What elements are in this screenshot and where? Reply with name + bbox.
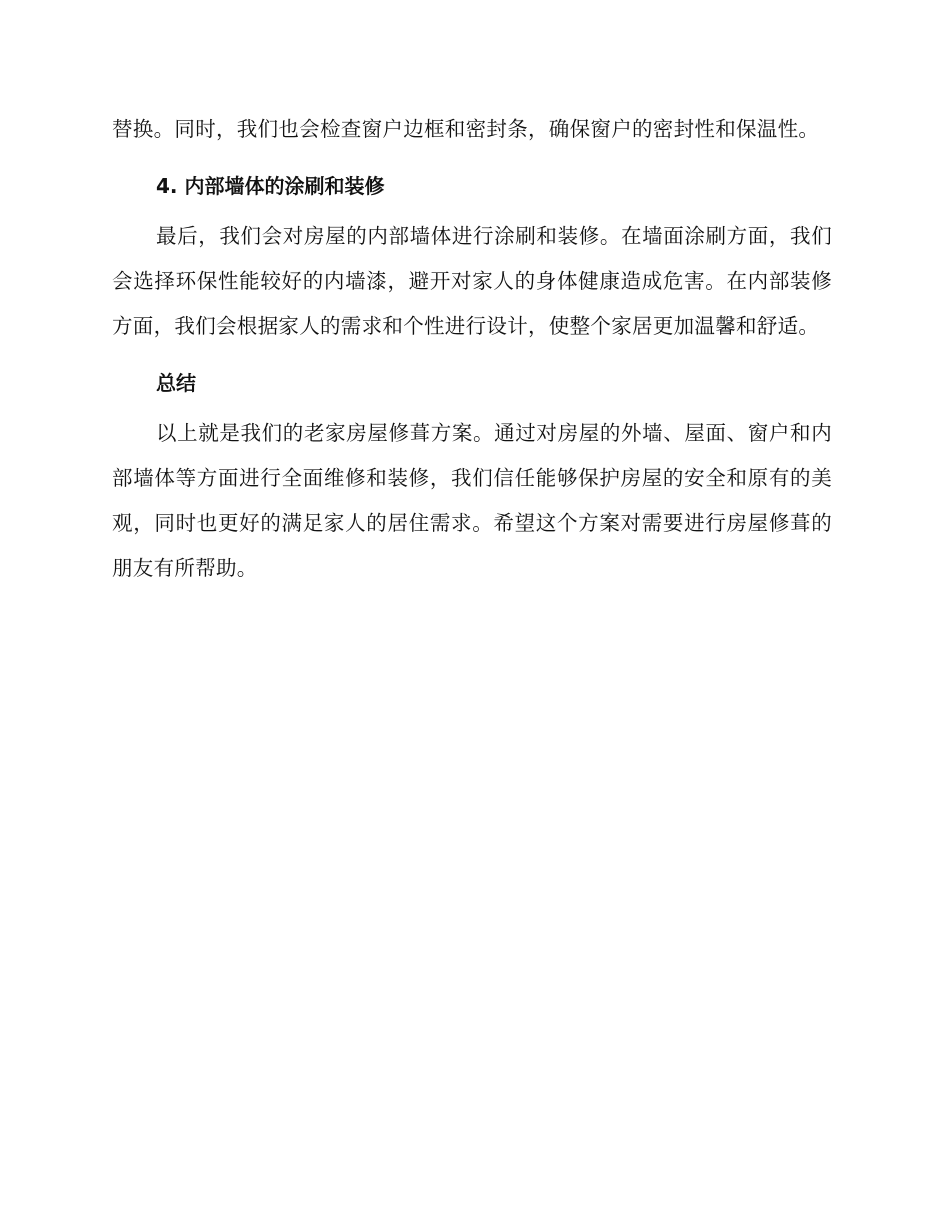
- paragraph-summary: 以上就是我们的老家房屋修葺方案。通过对房屋的外墙、屋面、窗户和内部墙体等方面进行全面维修和装修，我们信任能够保护房屋的安全和原有的美观，同时也更好的满足家人的居住需求。希望这个方案对需要进行房屋修葺的朋友有所帮助。: [112, 421, 832, 580]
- section-heading-summary: 总结: [156, 371, 196, 395]
- spacer: [112, 396, 832, 411]
- paragraph-interior-walls: 最后，我们会对房屋的内部墙体进行涂刷和装修。在墙面涂刷方面，我们会选择环保性能较好的内墙漆，避开对家人的身体健康造成危害。在内部装修方面，我们会根据家人的需求和个性进行设计，使整个家居更加温馨和舒适。: [112, 224, 832, 338]
- document-body: [112, 107, 832, 591]
- spacer: [112, 349, 832, 370]
- paragraph-window-seal: 替换。同时，我们也会检查窗户边框和密封条，确保窗户的密封性和保温性。: [112, 117, 820, 141]
- spacer: [112, 199, 832, 214]
- spacer: [112, 152, 832, 173]
- section-heading-interior-walls: 4. 内部墙体的涂刷和装修: [156, 174, 385, 198]
